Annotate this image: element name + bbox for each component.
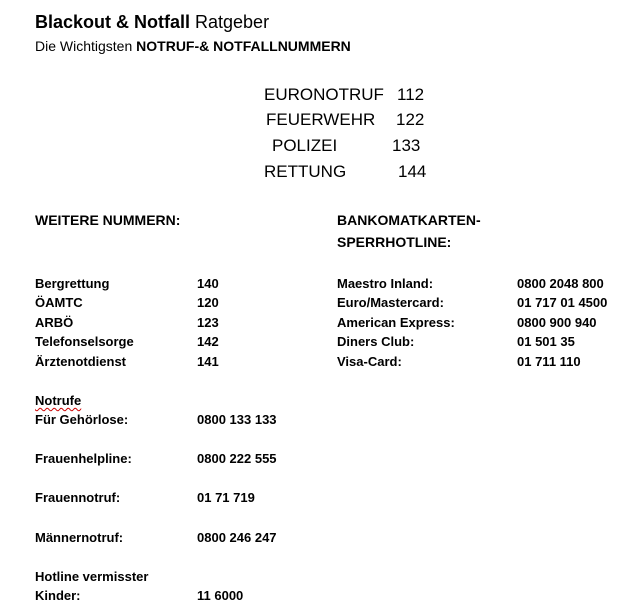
emergency-name: EURONOTRUF — [264, 85, 384, 104]
hotline-label-line2: Kinder: — [35, 588, 81, 603]
notrufe-number: 0800 133 133 — [197, 412, 277, 427]
emergency-number: 122 — [396, 110, 425, 129]
bank-label: Maestro Inland: — [337, 276, 434, 291]
bank-heading-line2: SPERRHOTLINE: — [337, 234, 452, 250]
notrufe-heading — [35, 391, 81, 410]
weitere-label: ÖAMTC — [35, 295, 83, 310]
bank-label: Visa-Card: — [337, 354, 402, 369]
bank-label: Diners Club: — [337, 334, 415, 349]
weitere-number: 141 — [197, 354, 219, 369]
hotline-label-line1: Hotline vermisster — [35, 569, 149, 584]
notrufe-label: Für Gehörlose: — [35, 412, 129, 427]
emergency-number: 112 — [397, 85, 425, 104]
notrufe-heading-text: Notrufe — [35, 393, 82, 408]
emergency-number: 144 — [398, 162, 427, 181]
weitere-label: Bergrettung — [35, 276, 110, 291]
notrufe-number: 0800 222 555 — [197, 451, 277, 466]
weitere-heading: WEITERE NUMMERN: — [35, 212, 181, 228]
hotline-number: 11 6000 — [197, 588, 244, 603]
weitere-number: 123 — [197, 315, 219, 330]
bank-number: 01 711 110 — [517, 354, 581, 369]
subtitle-plain: Die Wichtigsten — [35, 38, 137, 54]
weitere-label: Ärztenotdienst — [35, 354, 126, 369]
emergency-name: FEUERWEHR — [266, 110, 376, 129]
notrufe-label: Männernotruf: — [35, 530, 124, 545]
subtitle-bold: NOTRUF-& NOTFALLNUMMERN — [136, 38, 351, 54]
title-rest: Ratgeber — [190, 12, 270, 32]
bank-number: 0800 900 940 — [517, 315, 597, 330]
bank-number: 01 717 01 4500 — [517, 295, 608, 310]
notrufe-label: Frauennotruf: — [35, 490, 121, 505]
bank-number: 0800 2048 800 — [517, 276, 604, 291]
page-subtitle — [35, 37, 351, 55]
notrufe-number: 01 71 719 — [197, 490, 255, 505]
weitere-label: Telefonselsorge — [35, 334, 134, 349]
weitere-number: 140 — [197, 276, 219, 291]
page-title — [35, 11, 269, 33]
title-bold: Blackout & Notfall — [35, 12, 191, 32]
notrufe-label: Frauenhelpline: — [35, 451, 132, 466]
bank-number: 01 501 35 — [517, 334, 575, 349]
emergency-number: 133 — [392, 136, 421, 155]
bank-label: American Express: — [337, 315, 455, 330]
bank-label: Euro/Mastercard: — [337, 295, 444, 310]
emergency-name: RETTUNG — [264, 162, 347, 181]
emergency-name: POLIZEI — [272, 136, 338, 155]
weitere-label: ARBÖ — [35, 315, 74, 330]
bank-heading-line1: BANKOMATKARTEN- — [337, 212, 481, 228]
weitere-number: 142 — [197, 334, 219, 349]
notrufe-number: 0800 246 247 — [197, 530, 277, 545]
weitere-number: 120 — [197, 295, 219, 310]
